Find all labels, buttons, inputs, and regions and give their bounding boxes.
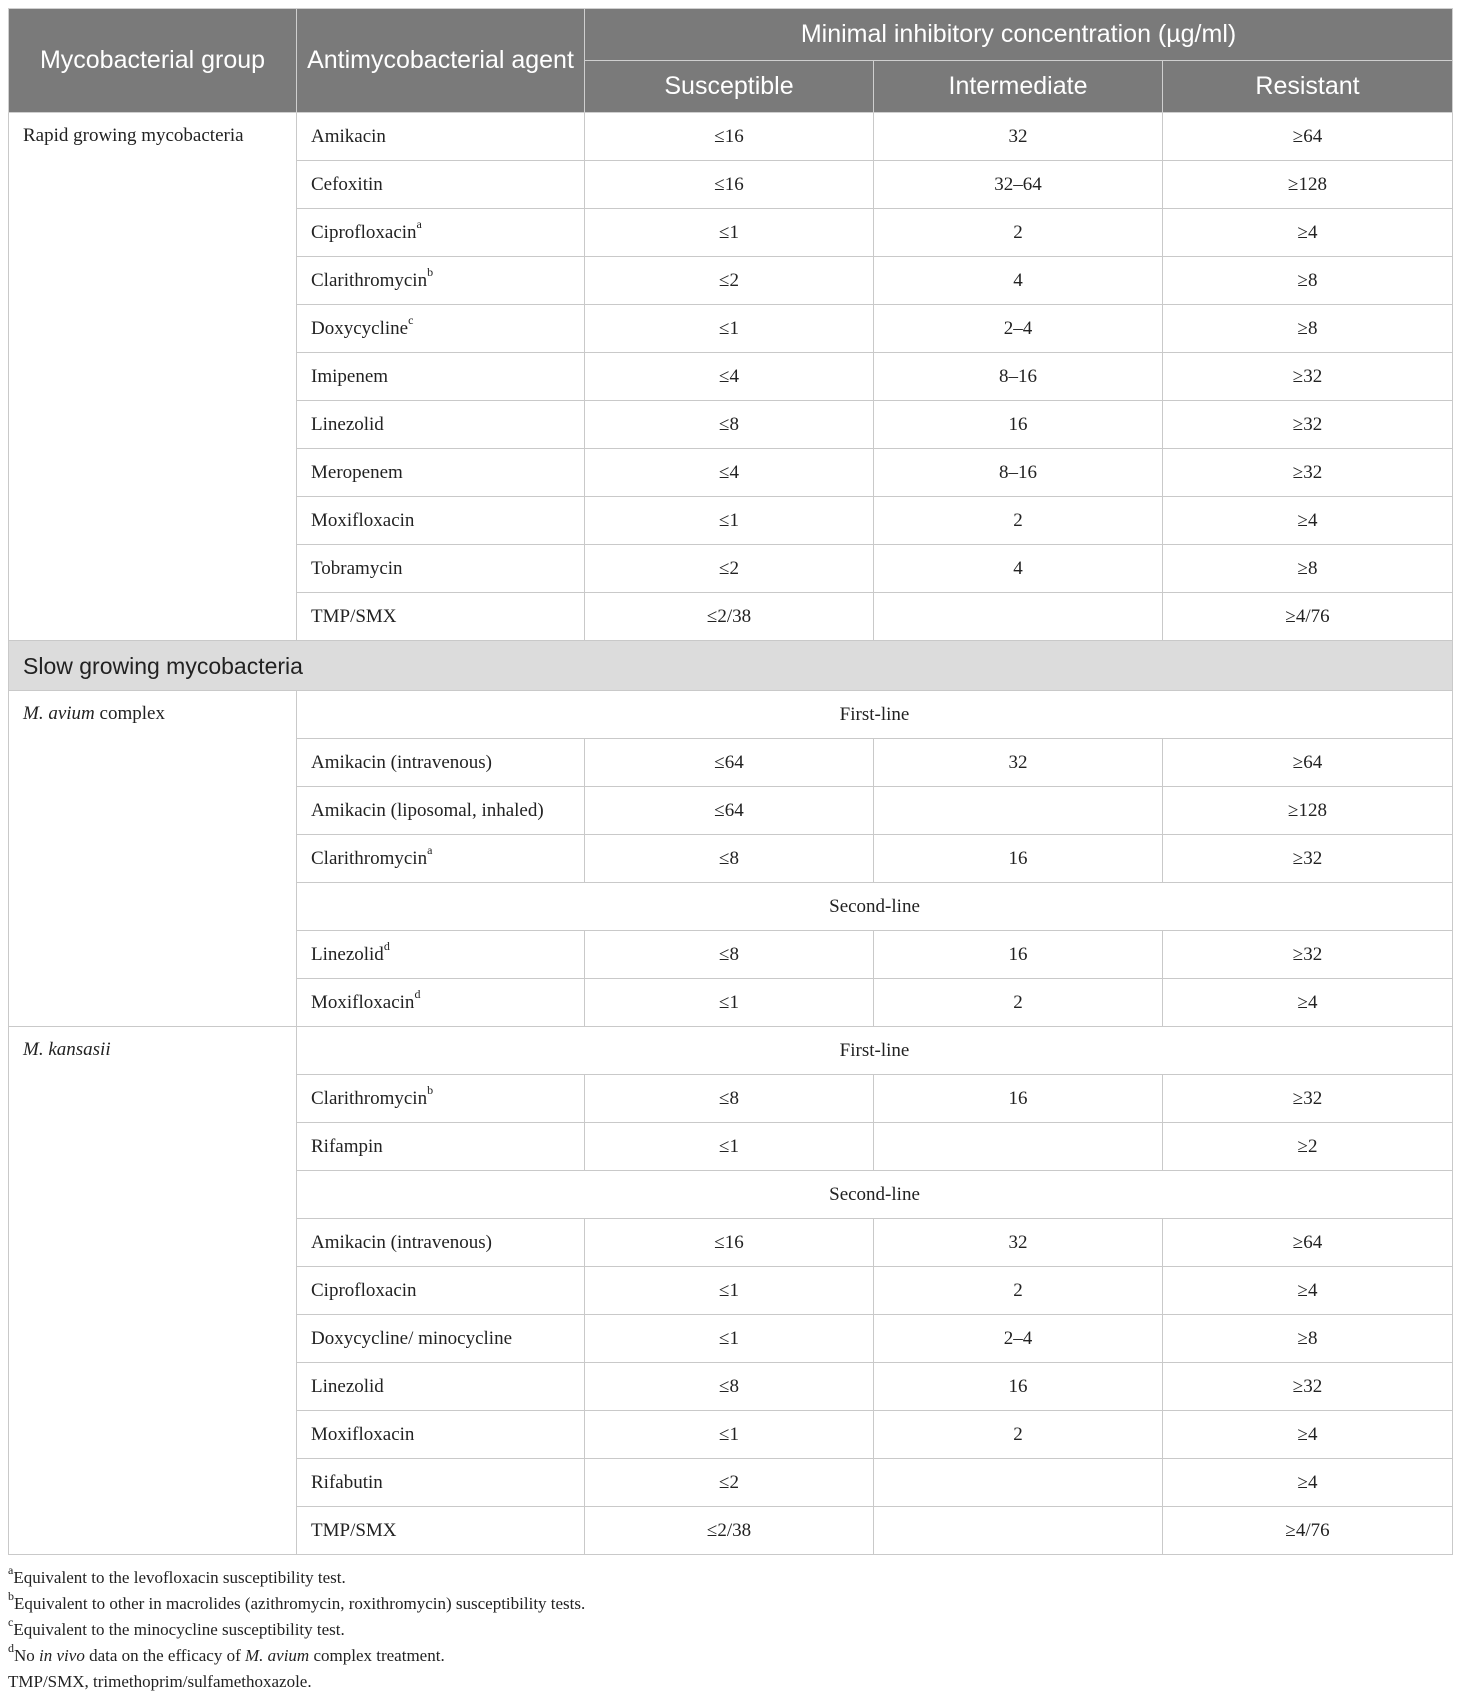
agent-cell [297,787,585,835]
agent-cell [297,257,585,305]
susceptible-value: ≤4 [585,353,874,401]
resistant-value: ≥64 [1163,739,1453,787]
agent-name: Amikacin (intravenous) [311,1231,492,1253]
agent-cell [297,1075,585,1123]
resistant-value: ≥4 [1163,1459,1453,1507]
agent-name: Moxifloxacin [311,1423,415,1445]
susceptible-value: ≤1 [585,1315,874,1363]
footnote-marker: d [383,939,390,954]
resistant-value: ≥8 [1163,305,1453,353]
susceptible-value: ≤16 [585,1219,874,1267]
susceptible-value: ≤16 [585,113,874,161]
resistant-value: ≥4 [1163,979,1453,1027]
footnote-abbrev: TMP/SMX, trimethoprim/sulfamethoxazole. [8,1672,312,1691]
mic-breakpoint-table [8,8,1453,1555]
resistant-value: ≥32 [1163,353,1453,401]
susceptible-value: ≤1 [585,209,874,257]
agent-cell [297,739,585,787]
agent-cell [297,1219,585,1267]
footnote-marker: d [414,987,421,1002]
resistant-value: ≥4 [1163,209,1453,257]
susceptible-value: ≤8 [585,835,874,883]
susceptible-value: ≤2/38 [585,1507,874,1555]
agent-name: Moxifloxacin [311,509,415,531]
agent-name: Linezolid [311,943,384,965]
agent-name: Meropenem [311,461,403,483]
intermediate-value [874,787,1163,835]
footnote-b: $^b$Equivalent to other in macrolides (azithromycin, roxithromycin) susceptibility tests. [8,1589,586,1613]
agent-cell [297,1315,585,1363]
resistant-value: ≥8 [1163,545,1453,593]
intermediate-value: 2 [874,1411,1163,1459]
agent-cell [297,161,585,209]
agent-name: Doxycycline [311,317,409,339]
agent-name: Ciprofloxacin [311,1279,417,1301]
intermediate-value [874,1459,1163,1507]
resistant-value: ≥8 [1163,1315,1453,1363]
agent-cell [297,979,585,1027]
resistant-value: ≥64 [1163,1219,1453,1267]
group-name-italic: M. kansasii [23,1039,111,1060]
resistant-value: ≥4/76 [1163,593,1453,641]
group-mac [9,691,297,1027]
intermediate-value: 2 [874,497,1163,545]
intermediate-value: 16 [874,1363,1163,1411]
susceptible-value: ≤8 [585,401,874,449]
agent-name: Linezolid [311,1375,384,1397]
agent-cell [297,835,585,883]
intermediate-value: 16 [874,835,1163,883]
intermediate-value: 16 [874,401,1163,449]
intermediate-value: 8–16 [874,449,1163,497]
footnote-a: $^a$Equivalent to the levofloxacin susceptibility test. [8,1563,346,1587]
susceptible-value: ≤2 [585,257,874,305]
intermediate-value: 2–4 [874,305,1163,353]
agent-cell [297,1267,585,1315]
agent-cell [297,1507,585,1555]
agent-cell [297,1363,585,1411]
intermediate-value: 16 [874,1075,1163,1123]
susceptible-value: ≤8 [585,1363,874,1411]
table-row [9,691,1453,739]
header-group: Mycobacterial group [9,9,297,113]
resistant-value: ≥4/76 [1163,1507,1453,1555]
resistant-value: ≥32 [1163,835,1453,883]
susceptible-value: ≤2/38 [585,593,874,641]
agent-name: Amikacin (intravenous) [311,751,492,773]
agent-name: Tobramycin [311,557,403,579]
susceptible-value: ≤2 [585,545,874,593]
resistant-value: ≥4 [1163,1411,1453,1459]
agent-name: Imipenem [311,365,389,387]
agent-name: Moxifloxacin [311,991,415,1013]
header-intermediate: Intermediate [874,61,1163,113]
header-susceptible: Susceptible [585,61,874,113]
first-line-label: First-line [297,691,1453,739]
agent-name: Doxycycline/ minocycline [311,1327,513,1349]
agent-name: Clarithromycin [311,269,428,291]
agent-cell [297,545,585,593]
resistant-value: ≥32 [1163,449,1453,497]
susceptible-value: ≤1 [585,497,874,545]
agent-cell [297,353,585,401]
header-agent: Antimycobacterial agent [297,9,585,113]
footnote-marker: c [408,313,414,328]
agent-name: Rifabutin [311,1471,383,1493]
intermediate-value [874,593,1163,641]
table-row [9,1027,1453,1075]
resistant-value: ≥4 [1163,497,1453,545]
susceptible-value: ≤4 [585,449,874,497]
table-row [9,113,1453,161]
agent-cell [297,305,585,353]
section-slow-growing: Slow growing mycobacteria [9,641,1453,691]
agent-name: TMP/SMX [311,605,397,627]
intermediate-value: 16 [874,931,1163,979]
susceptible-value: ≤8 [585,931,874,979]
footnote-marker: b [427,1083,434,1098]
agent-name: Ciprofloxacin [311,221,417,243]
footnotes [8,1565,1452,1695]
table-row [9,641,1453,691]
intermediate-value: 32 [874,1219,1163,1267]
second-line-label: Second-line [297,883,1453,931]
intermediate-value: 2–4 [874,1315,1163,1363]
header-resistant: Resistant [1163,61,1453,113]
group-kansasii [9,1027,297,1555]
agent-name: Rifampin [311,1135,383,1157]
agent-cell [297,113,585,161]
footnote-marker: a [416,217,422,232]
susceptible-value: ≤16 [585,161,874,209]
agent-cell [297,931,585,979]
agent-name: TMP/SMX [311,1519,397,1541]
footnote-marker: a [427,843,433,858]
susceptible-value: ≤64 [585,787,874,835]
resistant-value: ≥64 [1163,113,1453,161]
footnote-marker: b [427,265,434,280]
resistant-value: ≥4 [1163,1267,1453,1315]
susceptible-value: ≤1 [585,1267,874,1315]
resistant-value: ≥128 [1163,161,1453,209]
intermediate-value [874,1123,1163,1171]
resistant-value: ≥2 [1163,1123,1453,1171]
intermediate-value: 2 [874,1267,1163,1315]
resistant-value: ≥8 [1163,257,1453,305]
resistant-value: ≥32 [1163,1075,1453,1123]
intermediate-value [874,1507,1163,1555]
susceptible-value: ≤1 [585,979,874,1027]
agent-name: Clarithromycin [311,1087,428,1109]
agent-name: Cefoxitin [311,173,383,195]
agent-cell [297,449,585,497]
susceptible-value: ≤1 [585,1411,874,1459]
resistant-value: ≥128 [1163,787,1453,835]
agent-cell [297,593,585,641]
intermediate-value: 8–16 [874,353,1163,401]
agent-cell [297,1459,585,1507]
first-line-label: First-line [297,1027,1453,1075]
table-container [8,8,1452,1695]
second-line-label: Second-line [297,1171,1453,1219]
intermediate-value: 4 [874,545,1163,593]
header-mic: Minimal inhibitory concentration (µg/ml) [585,9,1453,61]
resistant-value: ≥32 [1163,401,1453,449]
susceptible-value: ≤8 [585,1075,874,1123]
agent-cell [297,209,585,257]
intermediate-value: 2 [874,979,1163,1027]
group-name-italic: M. avium [23,703,95,724]
agent-name: Amikacin [311,125,386,147]
agent-cell [297,1123,585,1171]
agent-cell [297,497,585,545]
footnote-c: $^c$Equivalent to the minocycline susceptibility test. [8,1615,345,1639]
table-body [9,113,1453,1555]
intermediate-value: 2 [874,209,1163,257]
agent-cell [297,401,585,449]
resistant-value: ≥32 [1163,931,1453,979]
footnote-d: $^d$No in vivo data on the efficacy of M. avium complex treatment. [8,1641,445,1665]
susceptible-value: ≤1 [585,1123,874,1171]
intermediate-value: 32 [874,113,1163,161]
agent-name: Linezolid [311,413,384,435]
agent-cell [297,1411,585,1459]
susceptible-value: ≤2 [585,1459,874,1507]
group-rapid: Rapid growing mycobacteria [9,113,297,641]
susceptible-value: ≤1 [585,305,874,353]
agent-name: Amikacin (liposomal, inhaled) [311,799,544,821]
intermediate-value: 32–64 [874,161,1163,209]
intermediate-value: 4 [874,257,1163,305]
intermediate-value: 32 [874,739,1163,787]
susceptible-value: ≤64 [585,739,874,787]
agent-name: Clarithromycin [311,847,428,869]
resistant-value: ≥32 [1163,1363,1453,1411]
group-name-rest: complex [94,703,165,724]
